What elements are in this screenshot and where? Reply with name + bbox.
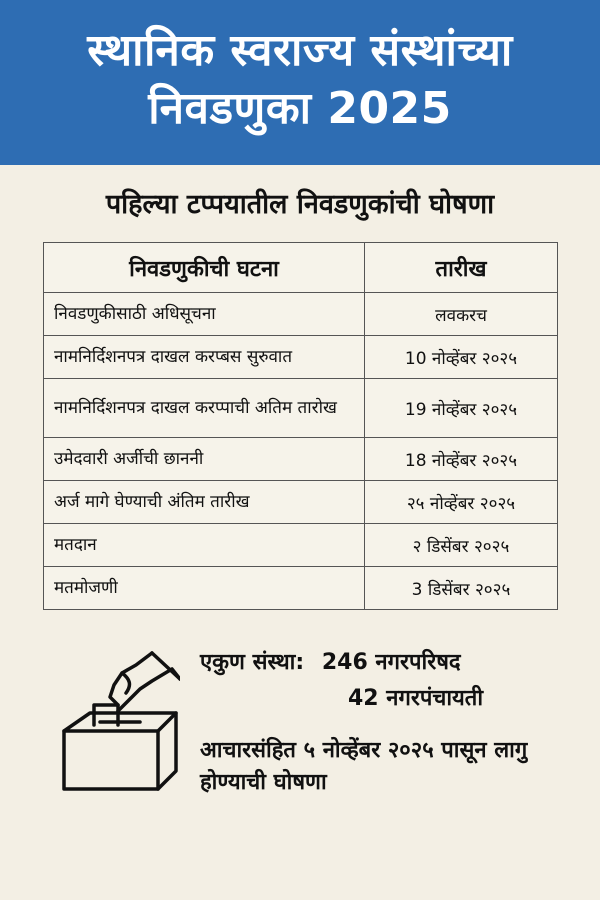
- page-header: [0, 0, 600, 165]
- event-cell: उमेदवारी अर्जीची छाननी: [44, 438, 365, 481]
- date-cell: 19 नोव्हेंबर २०२५: [365, 379, 558, 438]
- column-header-date: तारीख: [365, 243, 558, 293]
- event-cell: नामनिर्दिशनपत्र दाखल करप्पाची अतिम तारोख: [44, 379, 365, 438]
- date-cell: लवकरच: [365, 293, 558, 336]
- table-row: [44, 481, 558, 524]
- page-title-line-1: स्थानिक स्वराज्य संस्थांच्या: [87, 25, 513, 76]
- election-schedule-table: [43, 242, 558, 610]
- table-row: [44, 524, 558, 567]
- code-of-conduct-note: आचारसंहित ५ नोव्हेंबर २०२५ पासून लागु होण्याची घोषणा: [200, 738, 528, 795]
- event-cell: मतदान: [44, 524, 365, 567]
- date-cell: 3 डिसेंबर २०२५: [365, 567, 558, 610]
- table-row: [44, 438, 558, 481]
- table-row: [44, 379, 558, 438]
- event-cell: निवडणुकीसाठी अधिसूचना: [44, 293, 365, 336]
- date-cell: 10 नोव्हेंबर २०२५: [365, 336, 558, 379]
- date-cell: २ डिसेंबर २०२५: [365, 524, 558, 567]
- date-cell: २५ नोव्हेंबर २०२५: [365, 481, 558, 524]
- table-row: [44, 567, 558, 610]
- municipal-councils-count: 246 नगरपरिषद: [321, 650, 461, 675]
- total-label: एकुण संस्था:: [200, 650, 305, 675]
- page-title-line-2: निवडणुका 2025: [148, 83, 452, 134]
- column-header-event: निवडणुकीची घटना: [44, 243, 365, 293]
- table-header-row: [44, 243, 558, 293]
- announcement-subtitle: पहिल्या टप्पयातील निवडणुकांची घोषणा: [105, 189, 495, 220]
- event-cell: अर्ज मागे घेण्याची अंतिम तारीख: [44, 481, 365, 524]
- total-institutions: [200, 645, 483, 717]
- date-cell: 18 नोव्हेंबर २०२५: [365, 438, 558, 481]
- table-row: [44, 293, 558, 336]
- table-row: [44, 336, 558, 379]
- nagar-panchayats-count: 42 नगरपंचायती: [348, 686, 484, 711]
- event-cell: नामनिर्दिशनपत्र दाखल करप्बस सुरुवात: [44, 336, 365, 379]
- ballot-box-icon: [60, 645, 180, 795]
- event-cell: मतमोजणी: [44, 567, 365, 610]
